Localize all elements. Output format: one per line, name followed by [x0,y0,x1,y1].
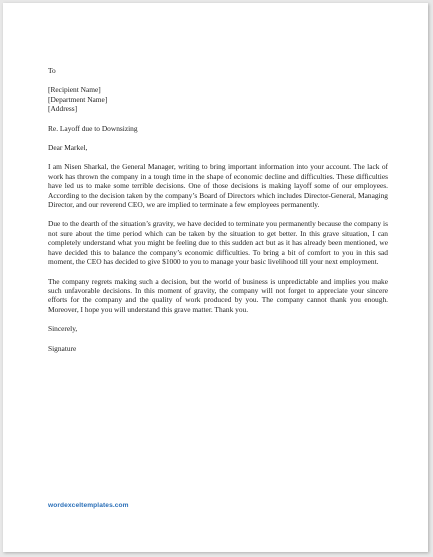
document-page [3,3,428,552]
subject-line: Re. Layoff due to Downsizing [48,123,138,133]
closing: Sincerely, [48,324,78,334]
salutation: Dear Markel, [48,143,88,153]
address: [Address] [48,104,78,114]
body-paragraph-2: Due to the dearth of the situation’s gravity, we have decided to terminate you permanently because the company is not sure about the time period which can be taken by the situation to get better. In this grave situation, I can completely understand what you might be feeling due to this sudden act but as it has already been mentioned, we have decided this to balance the company’s economic difficulties. To bring a bit of comfort to you in this sad moment, the CEO has decided to give $1000 to you to manage your basic livelihood till your next employment. [48,219,388,267]
signature: Signature [48,343,77,353]
to-label: To [48,66,56,75]
recipient-name: [Recipient Name] [48,85,101,95]
letter-body [48,66,388,353]
body-paragraph-3: The company regrets making such a decision, but the world of business is unpredictable and implies you make such unfavorable decisions. In this moment of gravity, the company will not forget to appreciate your sincere efforts for the company and the quality of work produced by you. The company cannot thank you enough. Moreover, I hope you will understand this grave matter. Thank you. [48,276,388,314]
department-name: [Department Name] [48,94,108,104]
body-paragraph-1: I am Nisen Sharkal, the General Manager, writing to bring important information into your account. The lack of work has thrown the company in a tough time in the shape of economic decline and difficulties. These difficulties have led us to make some terrible decisions. One of those decisions is making layoff some of our employees. According to the decision taken by the company’s Board of Directors which includes Director-General, Managing Director, and our reverend CEO, we are implied to terminate a few employees permanently. [48,162,388,210]
footer-brand-link[interactable]: wordexceltemplates.com [48,502,129,509]
